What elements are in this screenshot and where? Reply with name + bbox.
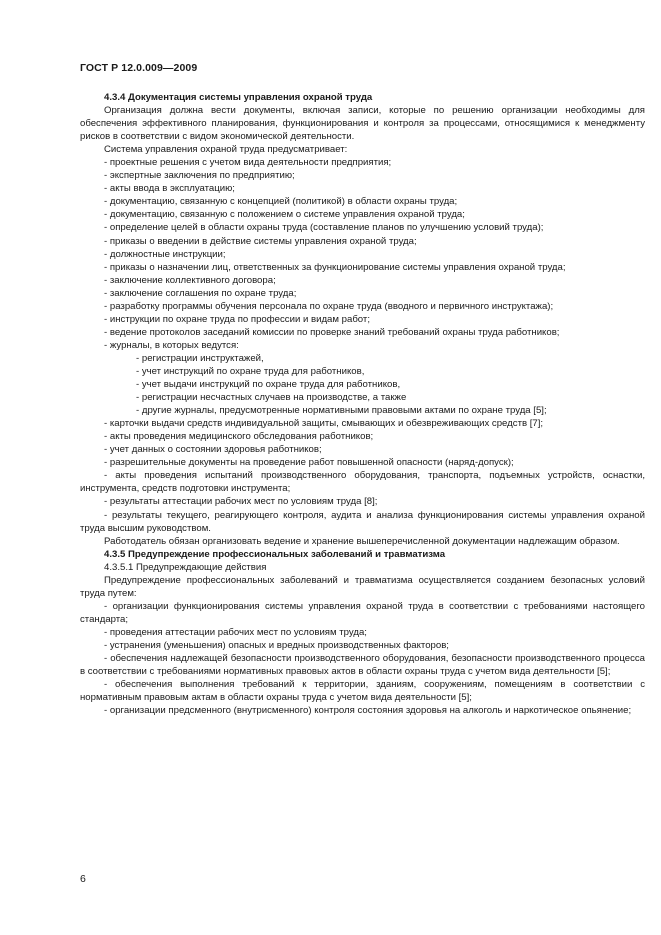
list-item: - учет данных о состоянии здоровья работников; bbox=[104, 444, 322, 456]
list-item: - инструкции по охране труда по профессии и видам работ; bbox=[104, 313, 370, 325]
list-item: - акты проведения испытаний производственного оборудования, транспорта, подъемных устройств, оснастки, инструмента, средств подготовки инструмента; bbox=[80, 470, 645, 495]
list-item: - проектные решения с учетом вида деятельности предприятия; bbox=[104, 157, 392, 169]
sublist-item: - регистрации несчастных случаев на производстве, а также bbox=[136, 392, 407, 404]
list-item: - приказы о введении в действие системы управления охраной труда; bbox=[104, 235, 417, 247]
documentation-list-continued bbox=[80, 417, 645, 534]
document-body bbox=[80, 91, 645, 717]
journals-sublist bbox=[80, 352, 645, 417]
list-item: - документацию, связанную с концепцией (политикой) в области охраны труда; bbox=[104, 196, 458, 208]
sublist-item: - другие журналы, предусмотренные нормативными правовыми актами по охране труда [5]; bbox=[136, 405, 547, 417]
list-item: - организации функционирования системы управления охраной труда в соответствии с требованиями настоящего стандарта; bbox=[80, 600, 645, 625]
section-4-3-5-heading: 4.3.5 Предупреждение профессиональных заболеваний и травматизма bbox=[104, 548, 446, 560]
list-item: - заключение соглашения по охране труда; bbox=[104, 287, 297, 299]
list-item: - экспертные заключения по предприятию; bbox=[104, 170, 295, 182]
list-item: - документацию, связанную с положением о системе управления охраной труда; bbox=[104, 209, 465, 221]
list-item: - организации предсменного (внутрисменного) контроля состояния здоровья на алкоголь и наркотическое опьянение; bbox=[104, 705, 632, 717]
list-item: - обеспечения выполнения требований к территории, зданиям, сооружениям, помещениям в соответствии с нормативным правовым актам в области охраны труда с учетом вида деятельности [5]; bbox=[80, 679, 645, 704]
list-item: - акты проведения медицинского обследования работников; bbox=[104, 431, 374, 443]
list-item: - приказы о назначении лиц, ответственных за функционирование системы управления охраной труда; bbox=[104, 261, 566, 273]
list-item: - ведение протоколов заседаний комиссии по проверке знаний требований охраны труда работников; bbox=[104, 326, 560, 338]
list-item: - проведения аттестации рабочих мест по условиям труда; bbox=[104, 626, 367, 638]
list-item: - результаты аттестации рабочих мест по условиям труда [8]; bbox=[104, 496, 378, 508]
section-4-3-4-intro: Организация должна вести документы, включая записи, которые по решению организации необходимы для обеспечения эффективного планирования, функционирования и контроля за процессами, относящимися к менеджменту рисков в соответствии с видом экономической деятельности. bbox=[80, 105, 645, 143]
sublist-item: - учет выдачи инструкций по охране труда для работников, bbox=[136, 379, 401, 391]
system-provides-text: Система управления охраной труда предусматривает: bbox=[104, 144, 348, 156]
documentation-list bbox=[80, 156, 645, 352]
list-item: - должностные инструкции; bbox=[104, 248, 226, 260]
list-item: - определение целей в области охраны труда (составление планов по улучшению условий труда); bbox=[104, 222, 544, 234]
list-item: - заключение коллективного договора; bbox=[104, 274, 276, 286]
employer-obligation: Работодатель обязан организовать ведение и хранение вышеперечисленной документации надлежащим образом. bbox=[104, 535, 620, 547]
list-item: - устранения (уменьшения) опасных и вредных производственных факторов; bbox=[104, 639, 449, 651]
list-item: - результаты текущего, реагирующего контроля, аудита и анализа функционирования системы управления охраной труда высшим руководством. bbox=[80, 509, 645, 534]
section-4-3-5-1-heading: 4.3.5.1 Предупреждающие действия bbox=[104, 561, 267, 573]
section-4-3-4-heading: 4.3.4 Документация системы управления охраной труда bbox=[104, 92, 373, 103]
list-item: - акты ввода в эксплуатацию; bbox=[104, 183, 235, 195]
list-item: - разработку программы обучения персонала по охране труда (вводного и первичного инструктажа); bbox=[104, 300, 554, 312]
sublist-item: - учет инструкций по охране труда для работников, bbox=[136, 365, 365, 377]
standard-designation: ГОСТ Р 12.0.009—2009 bbox=[80, 62, 198, 74]
prevention-intro: Предупреждение профессиональных заболеваний и травматизма осуществляется созданием безопасных условий труда путем: bbox=[80, 574, 645, 599]
list-item: - журналы, в которых ведутся: bbox=[104, 339, 239, 351]
page-number: 6 bbox=[80, 873, 86, 885]
list-item: - карточки выдачи средств индивидуальной защиты, смывающих и обезвреживающих средств [7]; bbox=[104, 418, 544, 430]
prevention-measures-list bbox=[80, 600, 645, 717]
list-item: - обеспечения надлежащей безопасности производственного оборудования, безопасности производственного процесса в соответствии с требованиями нормативных правовых актов в области охраны труда с учетом вида деятельности [5]; bbox=[80, 653, 645, 678]
list-item: - разрешительные документы на проведение работ повышенной опасности (наряд-допуск); bbox=[104, 457, 514, 469]
sublist-item: - регистрации инструктажей, bbox=[136, 352, 264, 364]
